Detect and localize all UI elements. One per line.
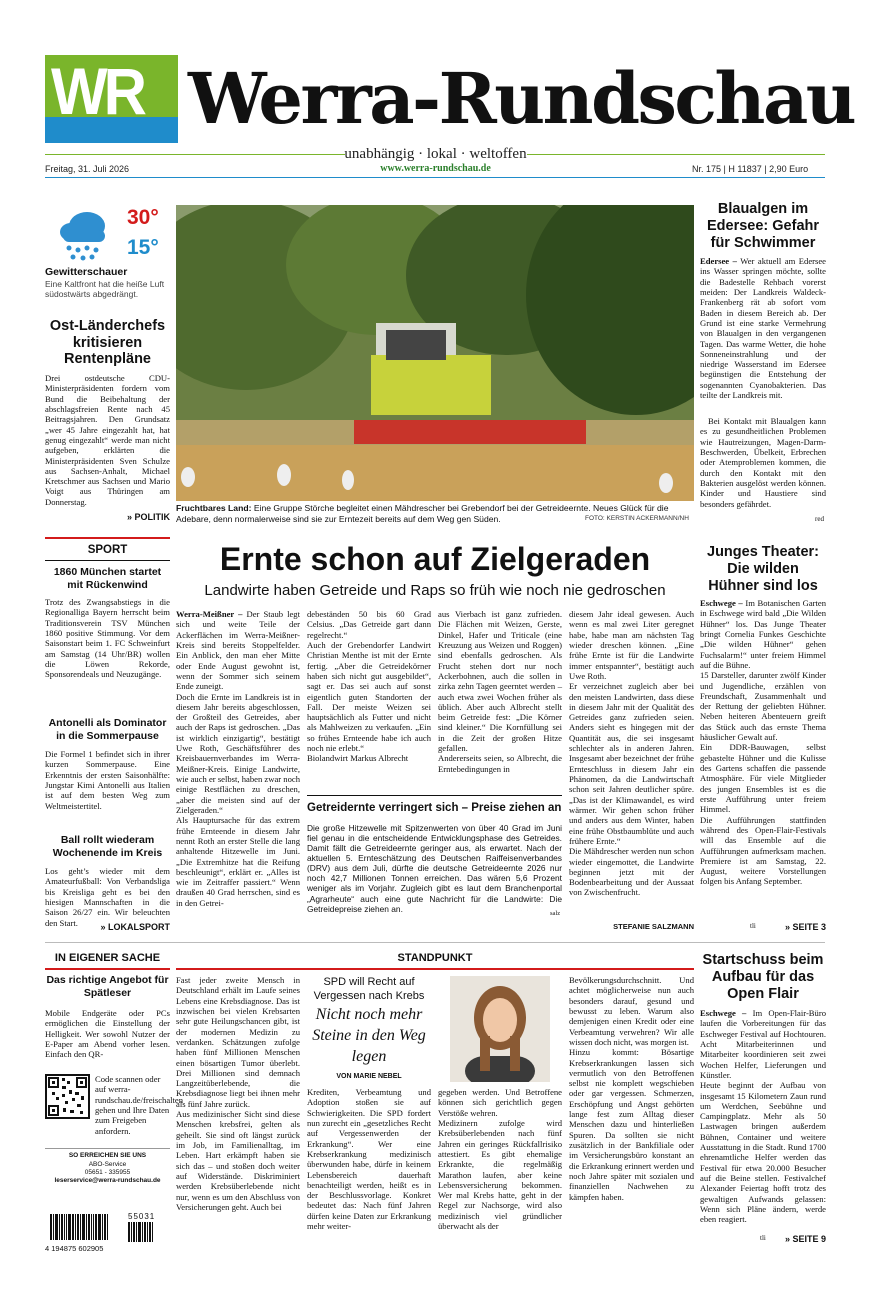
lead-subheadline: Landwirte haben Getreide und Raps so früh wie noch nie gedroschen bbox=[204, 582, 666, 599]
harvest-photo bbox=[176, 205, 694, 501]
divider bbox=[176, 968, 694, 970]
divider bbox=[307, 795, 562, 796]
divider bbox=[45, 537, 170, 539]
openflair-author: tli bbox=[760, 1234, 766, 1242]
logo[interactable] bbox=[45, 55, 178, 143]
sport-a3-headline[interactable]: Ball rollt wiederam Wochenende im Kreis bbox=[52, 834, 163, 859]
temp-low: 15° bbox=[127, 236, 159, 259]
photo-credit: FOTO: KERSTIN ACKERMANN/NH bbox=[585, 515, 689, 522]
weather-title: Gewitterschauer bbox=[45, 266, 128, 278]
lead-headline[interactable]: Ernte schon auf Zielgeraden bbox=[219, 541, 651, 577]
lead-box-headline[interactable]: Getreidernte verringert sich – Preise ziehen an bbox=[307, 802, 562, 814]
lead-author: STEFANIE SALZMANN bbox=[613, 922, 694, 931]
logo-text: WR bbox=[51, 55, 143, 129]
temp-high: 30° bbox=[127, 206, 159, 229]
standpunkt-kicker: SPD will Recht auf Vergessen nach Krebs bbox=[313, 976, 425, 1002]
standpunkt-title[interactable]: Nicht noch mehr Steine in den Weg legen bbox=[312, 1006, 426, 1065]
standpunkt-col-1: Fast jeder zweite Mensch in Deutschland erhält im Laufe seines Lebens eine Krebsdiagnose. Das ist inzwischen bei vielen Krebsarten sehr gute Heilungschancen gibt, ist der modernen Medizin zu verdanken. Schätzungen zufolge haben fünf Millionen Menschen einen bösartigen Tumor überlebt. Drei Millionen sind demnach Langzeitüberlebende, die Krebsdiagnose liegt bei ihnen mehr als fünf Jahre zurück. Aus medizinischer Sicht sind diese Menschen krebsfrei, gelten als geheilt. Sie sind oft längst zurück im Job, im Familienalltag, im Leben. Hart erkämpft haben sie sich das – und stoßen doch weiter auf Widerstände. Diskriminiert werden Krebsüberlebende nicht nur, wenn es um den Abschluss von Versicherungen geht. Auch bei bbox=[176, 975, 300, 1212]
blaualgen-author: red bbox=[815, 515, 824, 523]
contact-abo: ABO-Service bbox=[88, 1161, 127, 1168]
masthead-title[interactable]: Werra-Rundschau bbox=[188, 57, 855, 140]
sport-a1-headline[interactable]: 1860 München startet mit Rückenwind bbox=[53, 566, 162, 591]
standpunkt-byline: VON MARIE NEBEL bbox=[336, 1073, 402, 1080]
thunderstorm-cloud-icon bbox=[57, 206, 113, 262]
openflair-headline[interactable]: Startschuss beim Aufbau für das Open Flair bbox=[702, 952, 824, 1002]
weather-text: Eine Kaltfront hat die heiße Luft südostwärts abgedrängt. bbox=[45, 279, 165, 299]
contact-phone: 05651 - 335955 bbox=[84, 1169, 131, 1176]
sport-a3-text: Los geht’s wieder mit dem Amateurfußball: Von Verbandsliga bis Kreisliga geht es bei den hiesigen Mannschaften in die Saison 26/27 ein. Wir beleuchten den Start. bbox=[45, 866, 170, 928]
theater-text: Eschwege – Im Botanischen Garten in Eschwege wird bald „Die Wilden Hühner“ los. Das Junge Theater bringt Cornelia Funkes Geschichte „Die wilden Hühner“ gehen Fuchsalarm!“ unter freiem Himmel auf die Bühne. 15 Darsteller, darunter zwölf Kinder und Jugendliche, erzählen von Freundschaft, Zusammenhalt und der Rettung der geliebten Hühner. Neben heiteren Abenteuern greift das Stück auch das ernste Thema häuslicher Gewalt auf. Ein DDR-Bauwagen, selbst gebastelte Hühner und die Kulisse des Gartens schaffen die passende Atmosphäre. Für viele Mitglieder des jungen Ensembles ist es die erste Aufführung unter freiem Himmel. Die Aufführungen stattfinden während des Open-Flair-Festivals will das Ensemble auf die Aufführungen aufmerksam machen. Premiere ist am Samstag, 22. August, weitere Vorstellungen folgen bis Anfang September. bbox=[700, 598, 827, 887]
lead-col-3: aus Vierbach ist ganz zufrieden. Die Flächen mit Weizen, Gerste, Dinkel, Hafer und Triticale (eine Kreuzung aus Weizen und Roggen) sind ebenfalls gedroschen. Als Frucht stehen dort nur noch Ackerbohnen, auch die sollen in zirka zehn Tagen geerntet werden – auch etwa zwei Wochen früher als üblich. Aber auch Albrecht stellt beim Getreide fest: „Die Körner sind kleiner.“ Die Kornfüllung sei in die Zeit der großen Hitze gefallen. Andererseits seien, so Albrecht, die Erntebedingungen in bbox=[438, 609, 562, 774]
eigen-headline[interactable]: Das richtige Angebot für Spätleser bbox=[46, 974, 169, 999]
blaualgen-headline[interactable]: Blaualgen im Edersee: Gefahr für Schwimmer bbox=[706, 201, 820, 251]
issue-info: Nr. 175 | H 11837 | 2,90 Euro bbox=[692, 164, 809, 174]
openflair-ref[interactable]: » SEITE 9 bbox=[784, 1234, 826, 1244]
divider bbox=[45, 560, 170, 561]
barcode bbox=[50, 1214, 122, 1242]
openflair-text: Eschwege – Im Open-Flair-Büro laufen die Vorbereitungen für das Eschweger Festival auf Hochtouren. Acht Mitarbeiterinnen und Mitarbeiter koordinieren seit zwei Wochen Helfer, Lieferungen und Künstler. Heute beginnt der Aufbau von insgesamt 15 Kilometern Zaun rund um Werdchen, Seebühne und Campingplatz. Mehr als 50 Lastwagen bringen außerdem Bühnen, Container und weitere Ausstattung in die Stadt. Rund 1700 ehrenamtliche Helfer werden das Festival für etwa 20.000 Besucher auf die Beine stellen. Festivalchef Alexander Feiertag hofft trotz des gewaltigen Aufwands gelassen: Wenn sich Pläne ändern, werde eben reagiert. bbox=[700, 1008, 826, 1225]
theater-author: tli bbox=[750, 922, 756, 930]
lead-col-1: Werra-Meißner – Der Staub legt sich und weite Teile der Ackerflächen im Werra-Meißner-Kreis sind bereits Stoppelfelder. Ein Anblick, den man eher Mitte oder Ende August gewohnt ist, wenn der Sommer sich seinem Ende zuneigt. Doch die Ernte im Landkreis ist in diesem Jahr bereits abgeschlossen, der Großteil des Getreides, aber auch der Raps ist gedroschen. „Das ist wirklich einzigartig“, bestätigt Uwe Roth, Geschäftsführer des Kreisbauernverbandes im Werra-Meißner-Kreis. Einige Landwirte, wie auch er selbst, haben zwar noch einige Restflächen zu dreschen, „aber die meisten sind auf der Zielgeraden.“ Als Hauptursache für das extrem frühe Ernteende in diesem Jahr nennt Roth an erster Stelle die lang anhaltende Hitzewelle im Juni. „Die Extremhitze hat die Reifung beschleunigt“, erklärt er. „Alles ist wie im Zeitraffer passiert.“ Wenn draußen 40 Grad herrschen, sind es in den Getrei- bbox=[176, 609, 300, 908]
barcode-number-top: 55031 bbox=[128, 1212, 156, 1221]
lead-box-text: Die große Hitzewelle mit Spitzenwerten von über 40 Grad im Juni fiel genau in die entscheidende Entwicklungsphase des Getreides. Damit fällt die Getreideernte geringer aus, als erwartet. Nach der aktuellen 5. Ernteschätzung des Deutschen Raiffeisenverbandes (DRV) aus dem Juli, dürfte die deutsche Getreideernte 2026 nur noch 42,7 Millionen Tonnen erreichen. Das wären 5,6 Prozent weniger als im Vorjahr. Zugleich gibt es laut dem Branchenportal „Agrarheute“ auch eine gute Nachricht für die Landwirte: Die Getreidepreise ziehen an. bbox=[307, 823, 562, 914]
sport-a2-headline[interactable]: Antonelli als Dominator in die Sommerpause bbox=[48, 717, 167, 742]
qr-code[interactable] bbox=[45, 1074, 90, 1119]
author-portrait bbox=[450, 976, 550, 1082]
issue-date: Freitag, 31. Juli 2026 bbox=[45, 164, 130, 174]
sport-a2-text: Die Formel 1 befindet sich in ihrer kurzen Sommerpause. Eine Erkenntnis der ersten Saisonhälfte: Jungstar Kimi Antonelli aus Italien ist auf dem besten Weg zum Weltmeistertitel. bbox=[45, 749, 170, 811]
photo-caption: Fruchtbares Land: Eine Gruppe Störche begleitet einen Mähdrescher bei Grebendorf bei der Getreideernte. Neues Glück für die Adebare, denn normalerweise sind sie zur Erntezeit bereits auf dem Weg gen Süden. bbox=[176, 503, 669, 524]
divider bbox=[45, 968, 170, 970]
politik-ref[interactable]: » POLITIK bbox=[126, 512, 170, 522]
lead-col-4: diesem Jahr ideal gewesen. Auch wenn es mal zwei Liter geregnet habe, habe man am nächsten Tag wieder dreschen können. „Eine frühe Ernte ist für die Landwirte immer entspannter“, bestätigt auch Uwe Roth. Er verzeichnet zugleich aber bei den meisten Landwirten, dass diese in diesem Jahr mit der Qualität des Getreides ganz zufrieden seien. Anders sieht es hingegen mit der Quantität aus, die sei insgesamt schlechter als in anderen Jahren. Insgesamt aber bezeichnet der frühe Ernteschluss in diesem Jahr ein Phänomen, da die Landwirtschaft schon seit Jahren deutlicher spüre. „Das ist der Klimawandel, es wird wärmer. Wir gehen schon früher und anders aus dem Winter, haben eine frühe Obstbaumblüte und auch frühere Ernte.“ Die Mähdrescher werden nun schon wieder eingemottet, die Landwirte beginnen jetzt mit der Bodenbearbeitung und der Aussaat von Zwischenfrucht. bbox=[569, 609, 694, 898]
barcode-addon bbox=[128, 1222, 168, 1242]
barcode-number: 4 194875 602905 bbox=[45, 1244, 104, 1253]
theater-headline[interactable]: Junges Theater: Die wilden Hühner sind los bbox=[707, 544, 819, 594]
eigen-text-2: Code scannen oder auf werra-rundschau.de/freischalten gehen und Ihre Daten zum Freigeben anfordern. bbox=[95, 1074, 184, 1136]
blaualgen-text: Edersee – Wer aktuell am Edersee ins Wasser springen möchte, sollte die Badestelle Rehbach vorerst meiden: Der Landkreis Waldeck-Frankenberg rät ab sofort vom Baden in diesem Bereich ab. Der Grund ist eine starke Vermehrung von Blaualgen in den vergangenen Tagen. Das warme Wetter, die hohe Sonneneinstrahlung und der niedrige Wasserstand im Edersee begünstigen die Entstehung der sogenannten Cyanobakterien. Das teilte der Landkreis mit. bbox=[700, 256, 826, 401]
lead-box-author: salz bbox=[550, 910, 561, 917]
lokalsport-ref[interactable]: » LOKALSPORT bbox=[100, 922, 170, 932]
lead-col-2: debeständen 50 bis 60 Grad Celsius. „Das Getreide gart dann regelrecht.“ Auch der Grebendorfer Landwirt Christian Menthe ist mit der Ernte fertig. „Aber die Getreidekörner haben sich nicht gut ausgebildet“, sagt er. Das sei auch auf sonst eigentlich guten Standorten der Fall. Der meiste Weizen sei hauptsächlich als Futter und nicht als Mahlweizen zu verkaufen. „Ein so frühes Ernteende habe ich auch noch nie erlebt.“ Biolandwirt Markus Albrecht bbox=[307, 609, 431, 764]
divider bbox=[45, 177, 825, 178]
ost-text: Drei ostdeutsche CDU-Ministerpräsidenten fordern vom Bund die Beibehaltung der abschlagsfreien Rente nach 45 Beitragsjahren. Den Grundsatz „wer 45 Jahre eingezahlt hat, hat genug eingezahlt“ werde man nicht aufgeben, erklärten die Ministerpräsidenten Sven Schulze aus Sachsen-Anhalt, Michael Kretschmer aus Sachsen und Mario Voigt aus Thüringen am Donnerstag. bbox=[45, 373, 170, 507]
website-link[interactable]: www.werra-rundschau.de bbox=[380, 163, 491, 174]
standpunkt-label: STANDPUNKT bbox=[397, 952, 473, 964]
standpunkt-col-2: Krediten, Verbeamtung und Adoption stoßen sie auf Schwierigkeiten. Die SPD fordert nun zurecht ein „gesetzliches Recht auf Vergessenwerden der Erkrankung“. Wer eine Krebserkrankung medizinisch überwunden habe, dürfe in keinem Lebensbereich dauerhaft benachteiligt werden, heißt es in der Beschlussvorlage. Konkret bedeutet das: Nach fünf Jahren dürfen keine Daten zur Erkrankung mehr weiter- bbox=[307, 1087, 431, 1232]
theater-ref[interactable]: » SEITE 3 bbox=[784, 922, 826, 932]
tagline: unabhängig · lokal · weltoffen bbox=[344, 146, 527, 162]
standpunkt-col-3: gegeben werden. Und Betroffene können sich gerichtlich gegen Verstöße wehren. Medizinern zufolge wird Krebsüberlebenden nach fünf Jahren ein geringes Rückfallrisiko attestiert. Es gibt ehemalige Erkrankte, die regelmäßig Marathon laufen, aber keine Lebensversicherung bekommen. Wer mal Krebs hatte, geht in der Regel zur Nachsorge, wird also medizinisch viel gründlicher überwacht als der bbox=[438, 1087, 562, 1232]
standpunkt-col-4: Bevölkerungsdurchschnitt. Und achtet möglicherweise nun auch besonders darauf, gesund und bewusst zu leben. Warum also demjenigen einen Kredit oder eine Verbeamtung verwehren? Wir alle wissen doch nicht, was morgen ist. Hinzu kommt: Bösartige Krebserkrankungen lassen sich vermutlich von den Betroffenen selbst nie komplett wegschieben oder gar vergessen. Schmerzen, Erschöpfung und Angst gehörten lange fest zum Alltag dieser Menschen dazu und hinterließen Spuren. Da sollten sie nicht zusätzlich in der Bankfiliale oder im Versicherungsbüro konstant an die Erkrankung erinnert werden und noch Jahre später mit sozialen und finanziellen Nachwehen zu kämpfen haben. bbox=[569, 975, 694, 1202]
contact-title: SO ERREICHEN SIE UNS bbox=[68, 1152, 147, 1159]
divider bbox=[45, 1148, 170, 1149]
sport-a1-text: Trotz des Zwangsabstiegs in die Regionalliga Bayern herrscht beim Traditionsverein TSV München 1860 positive Stimmung. Vor dem Saisonstart beim 1. FC Schweinfurt am Samstag (14 Uhr/BR) wollen die Löwen Rekorde, Sponsorendeals und Neuzugänge. bbox=[45, 597, 170, 680]
contact-email[interactable]: leserservice@werra-rundschau.de bbox=[54, 1177, 161, 1184]
blaualgen-text-2: Bei Kontakt mit Blaualgen kann es zu gesundheitlichen Problemen wie Hautreizungen, Magen-Darm-Beschwerden, Übelkeit, Erbrechen oder Atemproblemen kommen, die durch den Kontakt mit den Bakterien ausgelöst werden können. Kinder und Haustiere sind besonders gefährdet. bbox=[700, 416, 826, 509]
eigen-text: Mobile Endgeräte oder PCs ermöglichen die Einstellung der Helligkeit. Wer sowohl Nutzer der E-Paper am Abend vorher lesen. Einfach den QR- bbox=[45, 1008, 170, 1060]
divider bbox=[45, 942, 825, 943]
eigen-label: IN EIGENER SACHE bbox=[54, 952, 161, 964]
ost-headline[interactable]: Ost-Länderchefs kritisieren Rentenpläne bbox=[49, 318, 166, 368]
sport-label: SPORT bbox=[87, 544, 128, 556]
